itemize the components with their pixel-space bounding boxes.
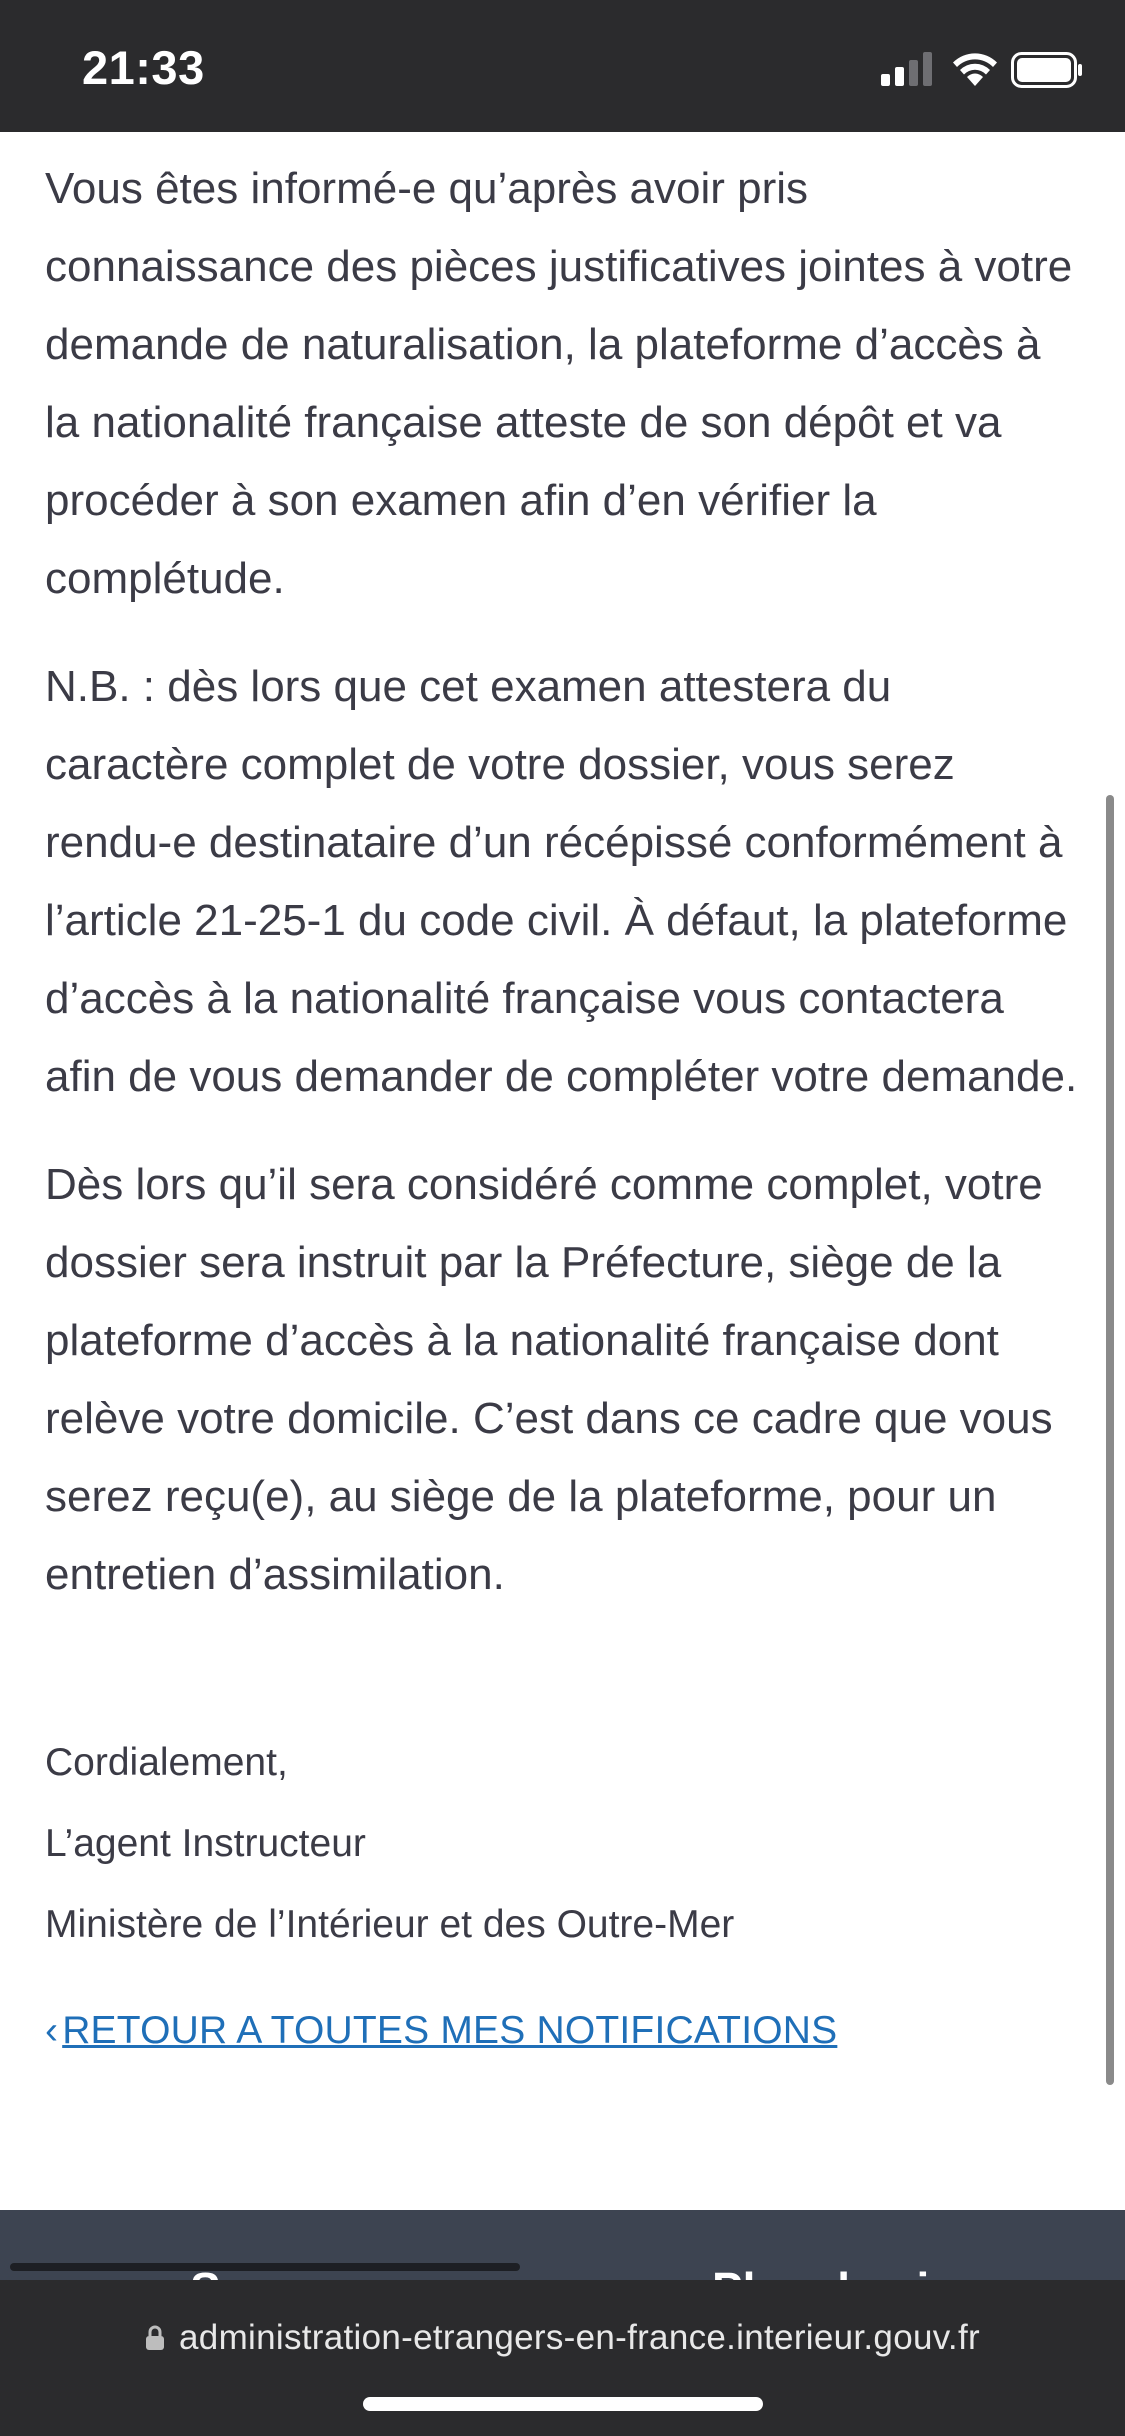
back-to-notifications-link[interactable] <box>45 2009 837 2053</box>
signature-block <box>45 1722 1085 1965</box>
lock-icon <box>145 2325 165 2351</box>
site-footer <box>0 2210 1125 2280</box>
chevron-left-icon: ‹ <box>45 2009 59 2052</box>
cellular-signal-icon <box>881 52 935 86</box>
footer-divider <box>10 2263 520 2271</box>
battery-icon <box>1011 52 1083 88</box>
message-paragraph-1: Vous êtes informé-e qu’après avoir pris connaissance des pièces justificatives jointes à votre demande de naturalisation, la plateforme d’accès à la nationalité française atteste de son dépôt et va procéder à son examen afin d’en vérifier la complétude. <box>45 164 1073 603</box>
url-display[interactable] <box>0 2318 1125 2358</box>
scrollbar-thumb[interactable] <box>1106 795 1114 2085</box>
status-time: 21:33 <box>82 41 205 94</box>
wifi-icon <box>951 50 999 86</box>
status-bar <box>0 0 1125 132</box>
message-paragraph-3: Dès lors qu’il sera considéré comme complet, votre dossier sera instruit par la Préfecture, siège de la plateforme d’accès à la nationalité française dont relève votre domicile. C’est dans ce cadre que vous serez reçu(e), au siège de la plateforme, pour un entretien d’assimilation. <box>45 1160 1053 1599</box>
browser-url-bar[interactable] <box>0 2280 1125 2436</box>
notification-message <box>45 150 1085 2053</box>
signature-author: L’agent Instructeur <box>45 1822 366 1865</box>
signature-closing: Cordialement, <box>45 1741 288 1784</box>
back-link-label: RETOUR A TOUTES MES NOTIFICATIONS <box>62 2009 838 2052</box>
home-indicator[interactable] <box>363 2397 763 2411</box>
url-text: administration-etrangers-en-france.interieur.gouv.fr <box>179 2318 980 2357</box>
signature-ministry: Ministère de l’Intérieur et des Outre-Mer <box>45 1903 735 1946</box>
message-paragraph-2: N.B. : dès lors que cet examen attestera du caractère complet de votre dossier, vous serez rendu-e destinataire d’un récépissé conformément à l’article 21-25-1 du code civil. À défaut, la plateforme d’accès à la nationalité française vous contactera afin de vous demander de compléter votre demande. <box>45 662 1078 1101</box>
